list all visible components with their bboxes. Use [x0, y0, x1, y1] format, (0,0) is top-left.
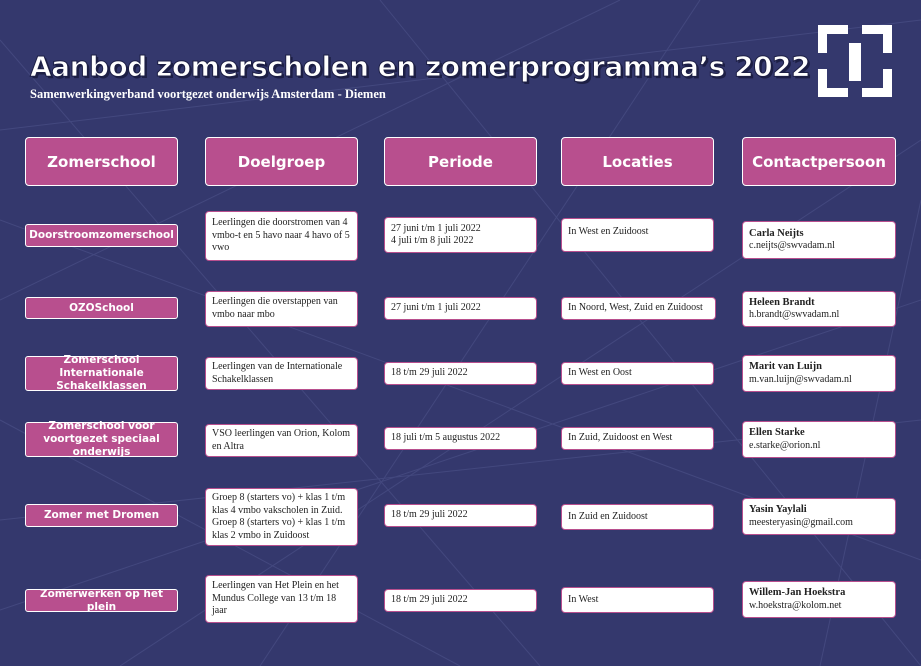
locatie-text: In West en Oost: [568, 367, 632, 379]
header-contactpersoon: Contactpersoon: [742, 137, 896, 186]
locatie-text: In West en Zuidoost: [568, 226, 649, 237]
periode-text: 18 t/m 29 juli 2022: [391, 509, 468, 521]
locatie-cell: [561, 297, 716, 320]
contact-email: h.brandt@swvadam.nl: [749, 309, 840, 320]
periode-text: 18 t/m 29 juli 2022: [391, 594, 468, 606]
periode-cell: [384, 297, 537, 320]
contact-name: Willem-Jan Hoekstra: [749, 587, 846, 598]
periode-cell: [384, 504, 537, 527]
locatie-text: In Zuid, Zuidoost en West: [568, 432, 673, 444]
zomerschool-name: Zomerwerken op het plein: [25, 589, 178, 612]
header-zomerschool: Zomerschool: [25, 137, 178, 186]
bracket-square-logo: [818, 25, 892, 97]
zomerschool-name: Zomerschool Internationale Schakelklassen: [25, 356, 178, 391]
doelgroep-cell: [205, 357, 358, 390]
contact-cell: [742, 291, 896, 327]
doelgroep-cell: [205, 424, 358, 457]
doelgroep-text: Groep 8 (starters vo) + klas 1 t/m klas 4 vmbo vakscholen in Zuid. Groep 8 (starters vo) + klas 1 t/m klas 2 vmbo in Zuidoost: [212, 492, 346, 541]
locatie-cell: [561, 504, 714, 530]
contact-cell: [742, 355, 896, 392]
periode-cell: [384, 217, 537, 253]
doelgroep-cell: [205, 211, 358, 261]
doelgroep-cell: [205, 575, 358, 623]
contact-cell: [742, 221, 896, 259]
doelgroep-text: Leerlingen die overstappen van vmbo naar mbo: [212, 296, 338, 320]
zomerschool-name: OZOSchool: [25, 297, 178, 319]
contact-email: e.starke@orion.nl: [749, 439, 821, 451]
header-periode: Periode: [384, 137, 537, 186]
page-title: Aanbod zomerscholen en zomerprogramma’s 2022: [30, 50, 811, 83]
contact-name: Ellen Starke: [749, 427, 805, 438]
zomerschool-name: Zomer met Dromen: [25, 504, 178, 527]
page-subtitle: Samenwerkingverband voortgezet onderwijs Amsterdam - Diemen: [30, 87, 386, 101]
contact-name: Yasin Yaylali: [749, 504, 807, 515]
zomerschool-name: Doorstroomzomerschool: [25, 224, 178, 247]
doelgroep-text: VSO leerlingen van Orion, Kolom en Altra: [212, 428, 351, 452]
locatie-cell: [561, 218, 714, 252]
periode-text: 18 t/m 29 juli 2022: [391, 367, 468, 379]
locatie-cell: [561, 587, 714, 613]
contact-cell: [742, 421, 896, 458]
locatie-text: In Zuid en Zuidoost: [568, 510, 648, 522]
contact-email: meesteryasin@gmail.com: [749, 516, 853, 528]
doelgroep-cell: [205, 291, 358, 327]
locatie-text: In West: [568, 593, 599, 605]
header-locaties: Locaties: [561, 137, 714, 186]
periode-text: 18 juli t/m 5 augustus 2022: [391, 432, 501, 444]
doelgroep-text: Leerlingen die doorstromen van 4 vmbo-t en 5 havo naar 4 havo of 5 vwo: [212, 217, 350, 254]
doelgroep-cell: [205, 488, 358, 546]
periode-cell: [384, 589, 537, 612]
doelgroep-text: Leerlingen van Het Plein en het Mundus College van 13 t/m 18 jaar: [212, 580, 339, 617]
contact-name: Heleen Brandt: [749, 296, 815, 308]
contact-cell: [742, 498, 896, 535]
periode-cell: [384, 362, 537, 385]
periode-text: 4 juli t/m 8 juli 2022: [391, 235, 474, 246]
contact-name: Carla Neijts: [749, 227, 804, 239]
contact-email: c.neijts@swvadam.nl: [749, 240, 835, 251]
periode-text: 27 juni t/m 1 juli 2022: [391, 222, 481, 234]
locatie-cell: [561, 427, 714, 450]
contact-email: m.van.luijn@swvadam.nl: [749, 373, 852, 385]
contact-cell: [742, 581, 896, 618]
doelgroep-text: Leerlingen van de Internationale Schakelklassen: [212, 361, 343, 385]
periode-text: 27 juni t/m 1 juli 2022: [391, 302, 481, 314]
periode-cell: [384, 427, 537, 450]
locatie-text: In Noord, West, Zuid en Zuidoost: [568, 302, 703, 314]
contact-email: w.hoekstra@kolom.net: [749, 599, 842, 611]
contact-name: Marit van Luijn: [749, 361, 822, 372]
zomerschool-name: Zomerschool voor voortgezet speciaal onderwijs: [25, 422, 178, 457]
header-doelgroep: Doelgroep: [205, 137, 358, 186]
locatie-cell: [561, 362, 714, 385]
